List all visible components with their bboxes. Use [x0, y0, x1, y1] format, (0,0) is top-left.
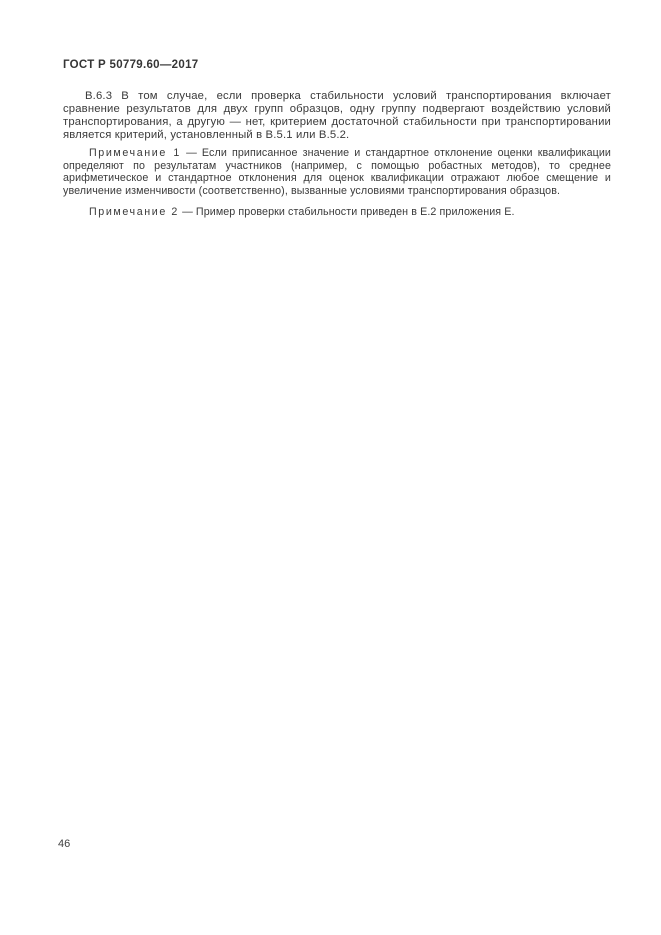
page-number: 46: [58, 838, 71, 850]
note-2-label: Примечание 2: [89, 205, 179, 218]
page-body: [63, 90, 611, 219]
clause-paragraph-b63: В.6.3 В том случае, если проверка стабильности условий транспортирования включает сравнение результатов для двух групп образцов, одну группу подвергают воздействию условий транспортирования, а другую — нет, критерием достаточной стабильности при транспортировании является критерий, установленный в В.5.1 или В.5.2.: [63, 90, 611, 141]
note-1-label: Примечание 1: [89, 147, 181, 159]
note-2-text: — Пример проверки стабильности приведен в Е.2 приложения Е.: [182, 205, 515, 218]
note-1: [63, 147, 611, 198]
note-2: [63, 206, 611, 219]
note-1-text: — Если приписанное значение и стандартное отклонение оценки квалификации определяют по результатам участников (например, с помощью робастных методов), то среднее арифметическое и стандартное отклонения для оценок квалификации отражают любое смещение и увеличение изменчивости (соответственно), вызванные условиями транспортирования образцов.: [63, 147, 611, 198]
running-header-standard-designation: ГОСТ Р 50779.60—2017: [63, 59, 199, 71]
